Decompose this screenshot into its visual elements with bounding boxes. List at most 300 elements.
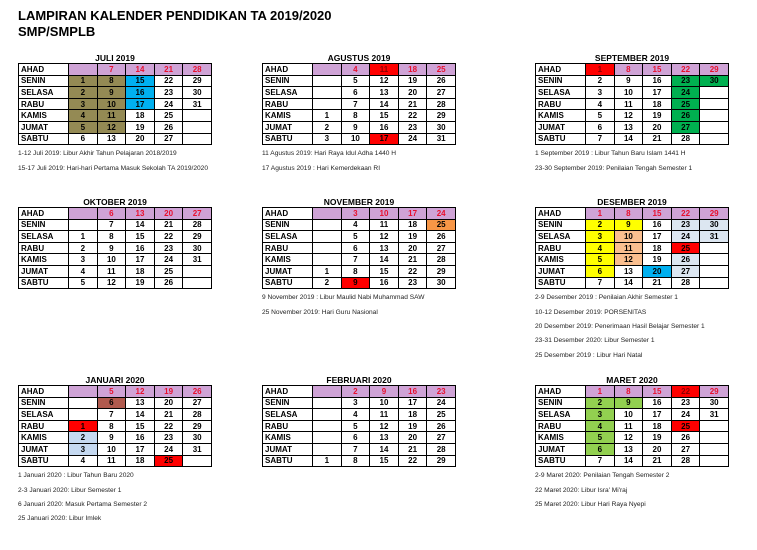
week-day-row xyxy=(19,208,212,220)
date-cell: 29 xyxy=(183,231,212,243)
date-cell: 3 xyxy=(586,87,615,99)
date-cell: 13 xyxy=(97,133,126,145)
month-notes xyxy=(18,470,212,528)
date-cell: 2 xyxy=(313,277,342,289)
date-cell xyxy=(313,420,342,432)
date-cell: 27 xyxy=(183,397,212,409)
month-table xyxy=(18,385,212,467)
date-cell: 29 xyxy=(700,208,729,220)
date-cell: 13 xyxy=(614,265,643,277)
week-day-row xyxy=(19,121,212,133)
date-cell: 7 xyxy=(341,443,370,455)
date-cell: 25 xyxy=(671,98,700,110)
date-cell: 24 xyxy=(154,443,183,455)
day-label: SELASA xyxy=(536,409,586,421)
date-cell: 13 xyxy=(614,443,643,455)
date-cell: 21 xyxy=(398,443,427,455)
week-day-row xyxy=(19,455,212,467)
date-cell xyxy=(183,277,212,289)
date-cell: 11 xyxy=(370,64,399,76)
date-cell: 27 xyxy=(427,87,456,99)
date-cell: 12 xyxy=(614,254,643,266)
date-cell: 6 xyxy=(341,432,370,444)
date-cell: 24 xyxy=(398,133,427,145)
date-cell: 11 xyxy=(370,219,399,231)
month-title: AGUSTUS 2019 xyxy=(327,53,391,63)
day-label: SELASA xyxy=(263,87,313,99)
date-cell: 23 xyxy=(398,277,427,289)
date-cell xyxy=(700,133,729,145)
week-day-row xyxy=(536,75,729,87)
month-table xyxy=(18,207,212,289)
date-cell: 11 xyxy=(614,242,643,254)
date-cell: 20 xyxy=(643,121,672,133)
week-day-row xyxy=(536,386,729,398)
date-cell xyxy=(700,265,729,277)
date-cell: 12 xyxy=(97,121,126,133)
date-cell: 28 xyxy=(427,98,456,110)
week-day-row xyxy=(263,110,456,122)
date-cell: 27 xyxy=(154,133,183,145)
date-cell: 20 xyxy=(398,242,427,254)
date-cell xyxy=(183,455,212,467)
day-label: AHAD xyxy=(536,208,586,220)
day-label: SABTU xyxy=(263,277,313,289)
week-day-row xyxy=(19,231,212,243)
date-cell: 26 xyxy=(427,420,456,432)
date-cell: 10 xyxy=(341,133,370,145)
day-label: JUMAT xyxy=(19,265,69,277)
date-cell: 9 xyxy=(97,242,126,254)
month-title: OKTOBER 2019 xyxy=(83,197,147,207)
day-label: JUMAT xyxy=(536,265,586,277)
week-day-row xyxy=(263,420,456,432)
week-day-row xyxy=(263,397,456,409)
date-cell: 4 xyxy=(341,64,370,76)
date-cell: 20 xyxy=(126,133,155,145)
date-cell: 1 xyxy=(313,110,342,122)
date-cell: 19 xyxy=(154,386,183,398)
date-cell: 18 xyxy=(126,455,155,467)
date-cell: 21 xyxy=(154,219,183,231)
date-cell: 1 xyxy=(69,75,98,87)
date-cell: 6 xyxy=(341,242,370,254)
day-label: SABTU xyxy=(19,133,69,145)
day-label: RABU xyxy=(263,98,313,110)
date-cell: 7 xyxy=(586,133,615,145)
date-cell: 31 xyxy=(183,254,212,266)
date-cell xyxy=(700,121,729,133)
date-cell: 19 xyxy=(643,110,672,122)
date-cell: 4 xyxy=(586,242,615,254)
date-cell: 17 xyxy=(126,443,155,455)
date-cell: 27 xyxy=(427,242,456,254)
date-cell: 23 xyxy=(154,242,183,254)
date-cell: 28 xyxy=(671,277,700,289)
day-label: JUMAT xyxy=(19,443,69,455)
date-cell: 15 xyxy=(370,110,399,122)
date-cell: 14 xyxy=(370,254,399,266)
date-cell: 21 xyxy=(398,98,427,110)
month-notes xyxy=(535,470,729,513)
date-cell: 29 xyxy=(700,64,729,76)
day-label: SENIN xyxy=(263,397,313,409)
date-cell: 28 xyxy=(183,64,212,76)
day-label: KAMIS xyxy=(263,432,313,444)
date-cell: 20 xyxy=(398,87,427,99)
day-label: SABTU xyxy=(536,133,586,145)
date-cell: 25 xyxy=(671,242,700,254)
date-cell: 28 xyxy=(427,254,456,266)
date-cell: 30 xyxy=(183,242,212,254)
date-cell: 30 xyxy=(700,219,729,231)
date-cell: 25 xyxy=(427,409,456,421)
date-cell xyxy=(313,386,342,398)
event-note: 25 Maret 2020: Libur Hari Raya Nyepi xyxy=(535,500,646,508)
week-day-row xyxy=(536,121,729,133)
date-cell: 2 xyxy=(586,75,615,87)
day-label: KAMIS xyxy=(19,254,69,266)
date-cell: 1 xyxy=(69,231,98,243)
week-day-row xyxy=(19,64,212,76)
event-note: 23-30 September 2019: Penilaian Tengah Semester 1 xyxy=(535,164,693,172)
date-cell: 25 xyxy=(427,219,456,231)
date-cell: 5 xyxy=(341,420,370,432)
date-cell: 1 xyxy=(313,265,342,277)
event-note: 25 Desember 2019 : Libur Hari Natal xyxy=(535,351,643,359)
week-day-row xyxy=(536,409,729,421)
date-cell: 23 xyxy=(671,219,700,231)
date-cell: 31 xyxy=(700,409,729,421)
day-label: SELASA xyxy=(19,231,69,243)
date-cell xyxy=(700,254,729,266)
week-day-row xyxy=(19,409,212,421)
week-day-row xyxy=(263,98,456,110)
day-label: RABU xyxy=(19,242,69,254)
date-cell: 26 xyxy=(427,231,456,243)
date-cell xyxy=(313,64,342,76)
date-cell: 29 xyxy=(427,265,456,277)
date-cell: 10 xyxy=(614,231,643,243)
date-cell: 3 xyxy=(341,397,370,409)
day-label: RABU xyxy=(263,420,313,432)
week-day-row xyxy=(536,208,729,220)
week-day-row xyxy=(19,386,212,398)
date-cell: 19 xyxy=(643,432,672,444)
month-table xyxy=(262,385,456,467)
date-cell: 11 xyxy=(97,455,126,467)
day-label: RABU xyxy=(19,420,69,432)
date-cell xyxy=(313,397,342,409)
date-cell: 5 xyxy=(69,121,98,133)
month-table xyxy=(535,207,729,289)
week-day-row xyxy=(536,397,729,409)
date-cell: 26 xyxy=(154,277,183,289)
date-cell xyxy=(183,121,212,133)
date-cell: 24 xyxy=(427,208,456,220)
day-label: AHAD xyxy=(263,386,313,398)
date-cell: 18 xyxy=(643,420,672,432)
week-day-row xyxy=(263,443,456,455)
date-cell xyxy=(313,208,342,220)
date-cell xyxy=(700,110,729,122)
date-cell: 9 xyxy=(341,121,370,133)
event-note: 2-3 Januari 2020: Libur Semester 1 xyxy=(18,486,122,494)
date-cell: 13 xyxy=(370,242,399,254)
date-cell: 3 xyxy=(586,231,615,243)
date-cell: 17 xyxy=(370,133,399,145)
day-label: KAMIS xyxy=(263,110,313,122)
date-cell: 1 xyxy=(69,420,98,432)
page-subtitle: SMP/SMPLB xyxy=(18,24,96,39)
date-cell: 31 xyxy=(183,443,212,455)
date-cell: 21 xyxy=(643,455,672,467)
date-cell: 17 xyxy=(126,254,155,266)
date-cell: 6 xyxy=(586,121,615,133)
date-cell: 10 xyxy=(370,208,399,220)
date-cell xyxy=(313,87,342,99)
date-cell: 5 xyxy=(586,254,615,266)
week-day-row xyxy=(536,420,729,432)
date-cell xyxy=(69,208,98,220)
day-label: SABTU xyxy=(19,455,69,467)
week-day-row xyxy=(19,443,212,455)
date-cell: 24 xyxy=(671,87,700,99)
date-cell: 23 xyxy=(671,75,700,87)
week-day-row xyxy=(536,133,729,145)
date-cell: 16 xyxy=(126,242,155,254)
month-calendar xyxy=(535,197,729,364)
date-cell: 9 xyxy=(341,277,370,289)
date-cell: 11 xyxy=(614,420,643,432)
week-day-row xyxy=(263,64,456,76)
date-cell xyxy=(313,443,342,455)
date-cell: 5 xyxy=(586,432,615,444)
week-day-row xyxy=(263,231,456,243)
month-title: DESEMBER 2019 xyxy=(597,197,667,207)
date-cell: 12 xyxy=(370,420,399,432)
week-day-row xyxy=(536,219,729,231)
date-cell: 12 xyxy=(370,75,399,87)
date-cell: 10 xyxy=(370,397,399,409)
event-note: 9 November 2019 : Libur Maulid Nabi Muhammad SAW xyxy=(262,294,425,302)
date-cell: 26 xyxy=(183,386,212,398)
day-label: RABU xyxy=(536,242,586,254)
week-day-row xyxy=(263,219,456,231)
date-cell: 25 xyxy=(427,64,456,76)
date-cell: 26 xyxy=(427,75,456,87)
day-label: SABTU xyxy=(263,133,313,145)
date-cell: 11 xyxy=(97,110,126,122)
date-cell: 25 xyxy=(154,110,183,122)
month-calendar xyxy=(535,53,729,177)
month-notes xyxy=(535,292,729,364)
date-cell xyxy=(313,98,342,110)
date-cell: 7 xyxy=(341,254,370,266)
month-notes xyxy=(262,148,456,177)
week-day-row xyxy=(536,443,729,455)
date-cell xyxy=(313,254,342,266)
day-label: AHAD xyxy=(263,208,313,220)
week-day-row xyxy=(536,98,729,110)
date-cell: 18 xyxy=(643,98,672,110)
event-note: 2-9 Maret 2020: Penilaian Tengah Semester 2 xyxy=(535,472,670,480)
day-label: SENIN xyxy=(19,75,69,87)
date-cell: 1 xyxy=(586,64,615,76)
date-cell: 2 xyxy=(69,242,98,254)
date-cell: 30 xyxy=(427,277,456,289)
day-label: SENIN xyxy=(536,75,586,87)
date-cell: 1 xyxy=(586,386,615,398)
month-table xyxy=(262,207,456,289)
date-cell: 4 xyxy=(69,265,98,277)
date-cell: 24 xyxy=(427,397,456,409)
week-day-row xyxy=(19,242,212,254)
date-cell: 12 xyxy=(370,231,399,243)
date-cell: 30 xyxy=(700,75,729,87)
date-cell: 10 xyxy=(97,443,126,455)
date-cell: 12 xyxy=(614,432,643,444)
date-cell: 12 xyxy=(126,386,155,398)
date-cell: 15 xyxy=(126,420,155,432)
date-cell: 15 xyxy=(370,455,399,467)
date-cell: 24 xyxy=(154,98,183,110)
week-day-row xyxy=(263,265,456,277)
date-cell: 27 xyxy=(183,208,212,220)
date-cell: 8 xyxy=(341,265,370,277)
date-cell: 13 xyxy=(370,432,399,444)
week-day-row xyxy=(19,265,212,277)
event-note: 25 November 2019: Hari Guru Nasional xyxy=(262,308,378,316)
date-cell: 23 xyxy=(154,432,183,444)
date-cell: 16 xyxy=(398,386,427,398)
date-cell: 9 xyxy=(614,75,643,87)
date-cell xyxy=(700,455,729,467)
day-label: SELASA xyxy=(19,87,69,99)
week-day-row xyxy=(263,208,456,220)
week-day-row xyxy=(19,277,212,289)
date-cell: 28 xyxy=(671,455,700,467)
date-cell: 21 xyxy=(643,133,672,145)
week-day-row xyxy=(263,133,456,145)
date-cell: 18 xyxy=(643,242,672,254)
week-day-row xyxy=(536,432,729,444)
date-cell: 5 xyxy=(69,277,98,289)
date-cell: 3 xyxy=(69,254,98,266)
month-table xyxy=(535,385,729,467)
date-cell: 5 xyxy=(341,231,370,243)
date-cell: 1 xyxy=(313,455,342,467)
date-cell: 9 xyxy=(97,87,126,99)
day-label: SELASA xyxy=(263,231,313,243)
date-cell: 30 xyxy=(183,87,212,99)
date-cell: 27 xyxy=(671,121,700,133)
week-day-row xyxy=(536,277,729,289)
date-cell: 28 xyxy=(183,219,212,231)
week-day-row xyxy=(263,121,456,133)
month-table xyxy=(18,63,212,145)
date-cell: 13 xyxy=(126,397,155,409)
week-day-row xyxy=(19,420,212,432)
date-cell: 14 xyxy=(370,443,399,455)
month-title: JANUARI 2020 xyxy=(85,375,145,385)
date-cell: 8 xyxy=(614,208,643,220)
date-cell: 14 xyxy=(126,64,155,76)
date-cell: 29 xyxy=(427,110,456,122)
month-calendar xyxy=(18,197,212,292)
date-cell: 7 xyxy=(97,219,126,231)
date-cell: 26 xyxy=(671,110,700,122)
week-day-row xyxy=(536,265,729,277)
date-cell: 6 xyxy=(341,87,370,99)
date-cell: 13 xyxy=(614,121,643,133)
date-cell: 9 xyxy=(370,386,399,398)
date-cell: 6 xyxy=(97,397,126,409)
week-day-row xyxy=(19,98,212,110)
date-cell: 13 xyxy=(126,208,155,220)
day-label: KAMIS xyxy=(536,110,586,122)
date-cell: 22 xyxy=(671,208,700,220)
date-cell: 2 xyxy=(586,397,615,409)
date-cell: 23 xyxy=(427,386,456,398)
week-day-row xyxy=(19,432,212,444)
date-cell: 27 xyxy=(671,443,700,455)
date-cell: 10 xyxy=(97,98,126,110)
date-cell: 24 xyxy=(671,231,700,243)
day-label: RABU xyxy=(536,98,586,110)
date-cell: 19 xyxy=(398,231,427,243)
month-calendar xyxy=(262,375,456,470)
date-cell: 9 xyxy=(614,219,643,231)
month-title: MARET 2020 xyxy=(606,375,658,385)
day-label: JUMAT xyxy=(536,121,586,133)
month-table xyxy=(535,63,729,145)
date-cell xyxy=(183,133,212,145)
date-cell: 23 xyxy=(671,397,700,409)
event-note: 1 Januari 2020 : Libur Tahun Baru 2020 xyxy=(18,472,134,480)
date-cell xyxy=(700,277,729,289)
date-cell: 14 xyxy=(614,277,643,289)
date-cell: 28 xyxy=(427,443,456,455)
date-cell: 15 xyxy=(643,208,672,220)
date-cell xyxy=(69,397,98,409)
date-cell: 4 xyxy=(586,98,615,110)
date-cell: 20 xyxy=(643,265,672,277)
date-cell: 7 xyxy=(586,277,615,289)
date-cell: 1 xyxy=(586,208,615,220)
week-day-row xyxy=(536,87,729,99)
day-label: SELASA xyxy=(536,87,586,99)
date-cell xyxy=(700,443,729,455)
day-label: JUMAT xyxy=(19,121,69,133)
day-label: AHAD xyxy=(536,386,586,398)
date-cell: 4 xyxy=(69,455,98,467)
date-cell: 8 xyxy=(614,386,643,398)
month-notes xyxy=(18,148,212,177)
date-cell xyxy=(313,242,342,254)
date-cell: 22 xyxy=(154,75,183,87)
date-cell: 16 xyxy=(643,75,672,87)
date-cell: 14 xyxy=(614,455,643,467)
week-day-row xyxy=(263,87,456,99)
date-cell: 7 xyxy=(97,64,126,76)
date-cell xyxy=(313,219,342,231)
date-cell: 4 xyxy=(341,219,370,231)
date-cell: 28 xyxy=(671,133,700,145)
week-day-row xyxy=(263,277,456,289)
date-cell xyxy=(313,432,342,444)
date-cell: 8 xyxy=(97,75,126,87)
